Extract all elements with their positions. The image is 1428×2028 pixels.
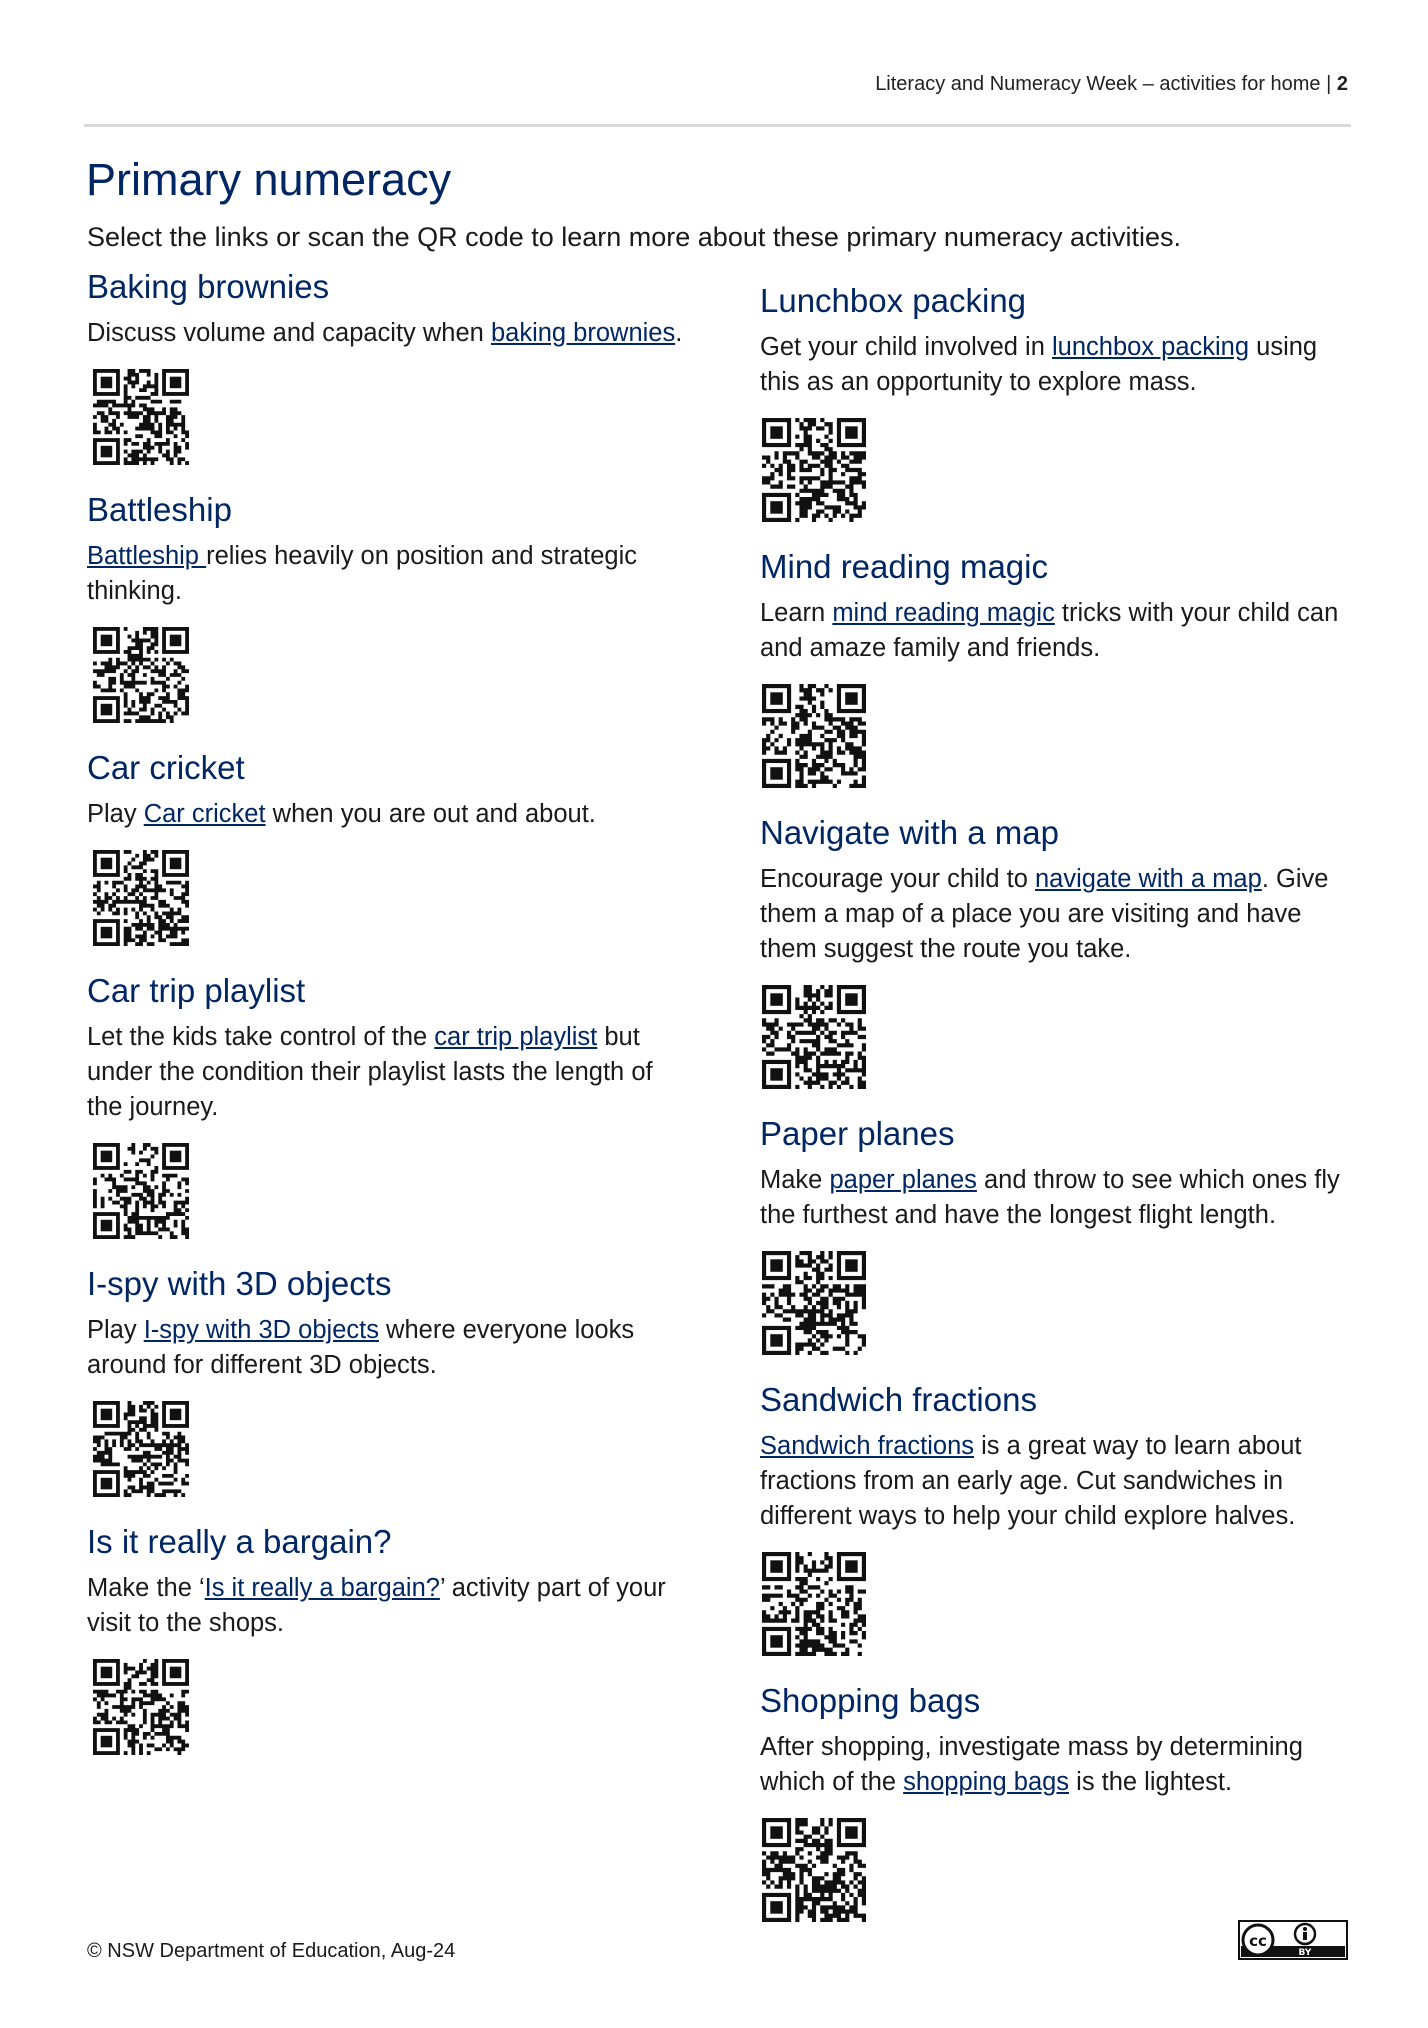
activity-description [87, 1571, 687, 1641]
description-text: is the lightest. [1069, 1768, 1233, 1796]
activity-description [87, 1313, 687, 1383]
activity-link[interactable]: car trip playlist [434, 1023, 598, 1051]
activity-link[interactable]: baking brownies [490, 319, 676, 347]
description-text: Make [760, 1166, 830, 1194]
running-title: Literacy and Numeracy Week – activities for home [875, 73, 1321, 95]
activity-heading: Sandwich fractions [760, 1381, 1037, 1418]
description-text: and throw to see which ones fly the furthest and have the longest flight length. [760, 1166, 1340, 1229]
qr-code-icon[interactable] [93, 627, 189, 723]
description-text: Play [87, 1316, 144, 1344]
qr-code-icon[interactable] [93, 850, 189, 946]
activity-heading: Car cricket [87, 749, 245, 786]
activity-description [760, 1163, 1360, 1233]
svg-text:cc: cc [1249, 1932, 1267, 1950]
page-title: Primary numeracy [86, 154, 452, 205]
description-text: Make the ‘ [87, 1574, 205, 1602]
description-text: Get your child involved in [760, 333, 1052, 361]
description-text: when you are out and about. [265, 800, 596, 828]
activity-link[interactable]: shopping bags [903, 1768, 1070, 1796]
activity-heading: Baking brownies [87, 268, 330, 305]
right-column [760, 278, 1360, 1944]
description-text: but under the condition their playlist lasts the length of the journey. [87, 1023, 653, 1121]
description-text: Encourage your child to [760, 865, 1035, 893]
activity-link[interactable]: Is it really a bargain? [204, 1574, 440, 1602]
activity-heading: Navigate with a map [760, 814, 1059, 851]
qr-code-icon[interactable] [93, 1401, 189, 1497]
activity-description [760, 1429, 1360, 1534]
qr-code-icon[interactable] [93, 369, 189, 465]
activity-link[interactable]: navigate with a map [1035, 865, 1262, 893]
footer-copyright: © NSW Department of Education, Aug-24 [87, 1940, 456, 1962]
activity-description [87, 316, 687, 351]
qr-code-icon[interactable] [762, 985, 866, 1089]
activity-shopping-bags [760, 1678, 1360, 1922]
qr-code-icon[interactable] [93, 1143, 189, 1239]
activity-lunchbox-packing [760, 278, 1360, 522]
activity-heading: Paper planes [760, 1115, 955, 1152]
qr-code-icon[interactable] [762, 418, 866, 522]
activity-is-it-really-a-bargain [87, 1519, 687, 1755]
activity-navigate-with-a-map [760, 810, 1360, 1089]
description-text: tricks with your child can and amaze family and friends. [760, 599, 1339, 662]
description-text: Discuss volume and capacity when [87, 319, 491, 347]
activity-heading: Lunchbox packing [760, 282, 1027, 319]
activity-description [760, 862, 1360, 967]
activity-heading: Car trip playlist [87, 972, 306, 1009]
activity-link[interactable]: lunchbox packing [1051, 333, 1250, 361]
activity-link[interactable]: Battleship [87, 542, 207, 570]
activity-heading: Mind reading magic [760, 548, 1048, 585]
description-text: ’ activity part of your visit to the shops. [87, 1574, 666, 1637]
activity-heading: Battleship [87, 491, 232, 528]
header-rule [84, 124, 1351, 127]
activity-paper-planes [760, 1111, 1360, 1355]
description-text: Let the kids take control of the [87, 1023, 435, 1051]
activity-description [760, 1730, 1360, 1800]
intro-text: Select the links or scan the QR code to learn more about these primary numeracy activities. [87, 222, 1182, 252]
qr-code-icon[interactable] [762, 1818, 866, 1922]
qr-code-icon[interactable] [93, 1659, 189, 1755]
activity-baking-brownies [87, 264, 687, 465]
qr-code-icon[interactable] [762, 1552, 866, 1656]
cc-by-icon [1238, 1920, 1348, 1960]
activity-link[interactable]: I-spy with 3D objects [143, 1316, 379, 1344]
description-text: is a great way to learn about fractions from an early age. Cut sandwiches in different ways to help your child explore halves. [760, 1432, 1302, 1530]
qr-code-icon[interactable] [762, 684, 866, 788]
activity-car-cricket [87, 745, 687, 946]
activity-link[interactable]: Car cricket [143, 800, 266, 828]
activity-i-spy-with-3d-objects [87, 1261, 687, 1497]
qr-code-icon[interactable] [762, 1251, 866, 1355]
running-header [875, 73, 1348, 96]
description-text: where everyone looks around for different 3D objects. [87, 1316, 635, 1379]
activity-heading: Shopping bags [760, 1682, 981, 1719]
activity-sandwich-fractions [760, 1377, 1360, 1656]
description-text: . [675, 319, 683, 347]
activity-description [87, 797, 687, 832]
description-text: Learn [760, 599, 833, 627]
activity-heading: Is it really a bargain? [87, 1523, 392, 1560]
activity-description [87, 539, 687, 609]
activity-description [760, 596, 1360, 666]
activity-link[interactable]: paper planes [829, 1166, 977, 1194]
activity-battleship [87, 487, 687, 723]
activity-link[interactable]: Sandwich fractions [760, 1432, 975, 1460]
activity-link[interactable]: mind reading magic [832, 599, 1055, 627]
licence-text: BY [1298, 1948, 1312, 1958]
activity-description [87, 1020, 687, 1125]
description-text: After shopping, investigate mass by determining which of the [760, 1733, 1303, 1796]
activity-mind-reading-magic [760, 544, 1360, 788]
description-text: Play [87, 800, 144, 828]
activity-heading: I-spy with 3D objects [87, 1265, 392, 1302]
description-text: relies heavily on position and strategic thinking. [87, 542, 637, 605]
description-text: . Give them a map of a place you are visiting and have them suggest the route you take. [760, 865, 1329, 963]
left-column [87, 264, 687, 1777]
activity-description [760, 330, 1360, 400]
activity-car-trip-playlist [87, 968, 687, 1239]
page-number: 2 [1336, 73, 1348, 95]
description-text: using this as an opportunity to explore mass. [760, 333, 1318, 396]
header-separator: | [1320, 73, 1337, 95]
